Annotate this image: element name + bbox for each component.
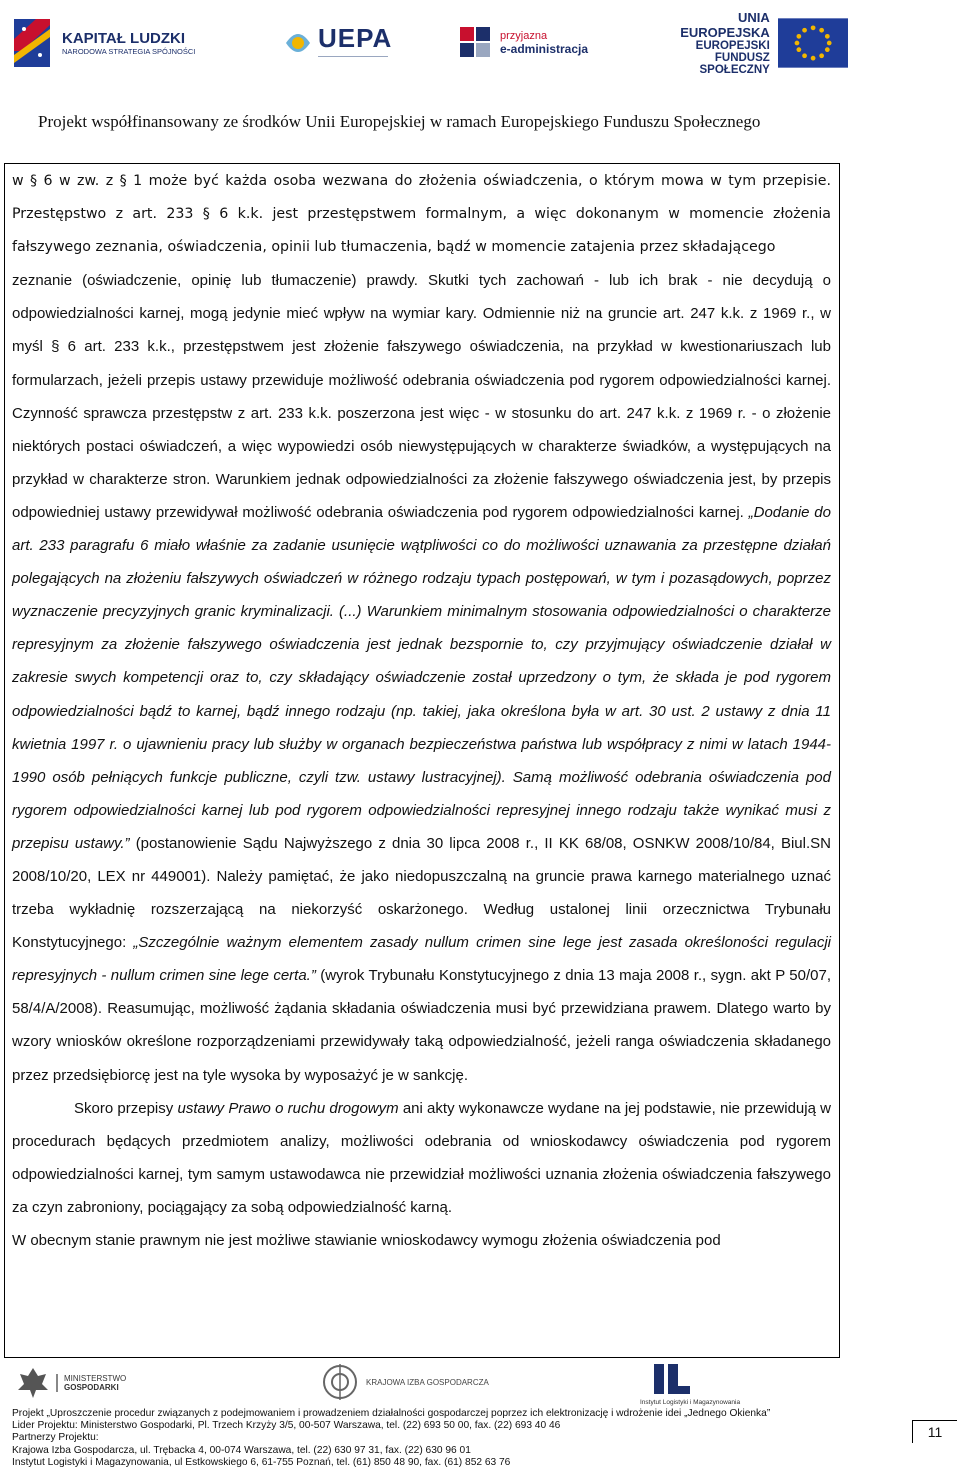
uepa-title: UEPA — [318, 23, 393, 53]
e-administracja-text: e-administracja — [500, 42, 589, 56]
footer-info — [12, 1408, 892, 1469]
tribunal-quote: „Szczególnie ważnym elementem zasady nullum crimen sine lege jest zasada określoności regulacji represyjnych - nullum crimen sine lege certa.” — [12, 934, 831, 985]
footer-leader-line: Lider Projektu: Ministerstwo Gospodarki, Pl. Trzech Krzyży 3/5, 00-507 Warszawa, tel. (22) 693 50 00, fax. (22) 693 40 46 — [12, 1420, 561, 1432]
supreme-court-quote: „Dodanie do art. 233 paragrafu 6 miało właśnie za zadanie usunięcie wątpliwości co do możliwości uznawania za przestępne działań polegających na złożeniu fałszywych oświadczeń w różnego rodzaju typach postępowań, w tym i pozasądowych, poprzez wyznaczenie precyzyjnych granic kryminalizacji. (...) Warunkiem minimalnym stosowania odpowiedzialności o charakterze represyjnym za złożenie fałszywego oświadczenia jest jednak bezspornie to, czy przyjmujący oświadczenie działał w zakresie swych kompetencji oraz to, czy składający oświadczenie został uprzedzony o tym, że składa je pod rygorem odpowiedzialności bądź to karnej, bądź innego rodzaju (np. takiej, jaka określona była w art. 30 ust. 2 ustawy z dnia 11 kwietnia 1997 r. o ujawnieniu pracy lub służby w organach bezpieczeństwa państwa lub współpracy z nimi w latach 1944-1990 osób pełniących funkcje publiczne, czyli tzw. ustawy lustracyjnej). Samą możliwość odebrania oświadczenia pod rygorem odpowiedzialności karnej lub pod rygorem odpowiedzialności represyjnej innego rodzaju także wynikać musi z przepisu ustawy.” — [12, 503, 831, 852]
paragraph-2-conclusion: (wyrok Trybunału Konstytucyjnego z dnia 13 maja 2008 r., sygn. akt P 50/07, 58/4/A/2008). Reasumując, możliwość żądania składania oświadczenia musi być przewidziana prawem. Dlatego warto by wzory wniosków określone rozporządzeniami przewidywały taką odpowiedzialność, jeżeli ranga oświadczenia składanego przez przedsiębiorcę jest na tyle wysoka by wyposażyć je w sankcję. — [12, 967, 831, 1084]
eu-flag-icon — [778, 17, 848, 69]
footer-kig-line: Krajowa Izba Gospodarcza, ul. Trębacka 4, 00-074 Warszawa, tel. (22) 630 97 31, fax. (22) 630 96 01 — [12, 1444, 471, 1456]
supreme-court-citation: (postanowienie Sądu Najwyższego z dnia 30 lipca 2008 r., II KK 68/08, OSNKW 2008/10/84, Biul.SN 2008/10/20, LEX nr 449001). Należy pamiętać, że jako niedopuszczalną na gruncie prawa karnego materialnego uznać trzeba wykładnię rozszerzającą na niekorzyść oskarżonego. Według ustalonej linii orzecznictwa Trybunału Konstytucyjnego: — [12, 834, 831, 952]
ilim-logo — [640, 1362, 740, 1406]
footer-ilim-line: Instytut Logistyki i Magazynowania, ul Estkowskiego 6, 61-755 Poznań, tel. (61) 850 48 90, fax. (61) 852 63 76 — [12, 1456, 511, 1468]
kapital-ludzki-emblem-icon — [10, 15, 56, 71]
paragraph-3-start: Skoro przepisy — [74, 1099, 178, 1117]
kapital-ludzki-subtitle: NARODOWA STRATEGIA SPÓJNOŚCI — [62, 47, 196, 56]
paragraph-2-text: zeznanie (oświadczenie, opinię lub tłumaczenie) prawdy. Skutki tych zachowań - lub ich brak - nie decydują o odpowiedzialności karnej, mogą jedynie mieć wpływ na wymiar kary. Odmiennie niż na gruncie art. 247 k.k. z 1969 r., w myśl § 6 art. 233 k.k., przestępstwem jest złożenie fałszywego oświadczenia, na przykład w kwestionariuszach lub formularzach, jeżeli przepis ustawy przewiduje możliwość odebrania oświadczenia pod rygorem odpowiedzialności karnej. Czynność sprawcza przestępstw z art. 233 k.k. poszerzona jest więc - w stosunku do art. 247 k.k. z 1969 r. - o złożenie niektórych postaci oświadczeń, a więc wypowiedzi osób niewystępujących w charakterze świadków, a występujących na przykład w charakterze stron. Warunkiem jednak odpowiedzialności za złożenie fałszywego oświadczenia jest, by przepis odpowiedniej ustawy przewidywał możliwość odebrania oświadczenia pod rygorem odpowiedzialności karnej. — [12, 272, 831, 521]
unia-europejska-title: UNIA EUROPEJSKA — [680, 10, 770, 40]
kapital-ludzki-logo — [10, 10, 210, 76]
ministerstwo-text: MINISTERSTWO — [64, 1374, 127, 1383]
page-number: 11 — [912, 1420, 957, 1443]
cofinance-statement: Projekt współfinansowany ze środków Unii Europejskiej w ramach Europejskiego Funduszu Społecznego — [38, 112, 761, 131]
footer-partners-label: Partnerzy Projektu: — [12, 1432, 99, 1444]
przyjazna-e-administracja-logo — [456, 10, 596, 76]
header-logos — [0, 0, 960, 92]
paragraph-2 — [12, 264, 831, 1091]
paragraph-1: w § 6 w zw. z § 1 może być każda osoba wezwana do złożenia oświadczenia, o którym mowa w tym przepisie. Przestępstwo z art. 233 § 6 k.k. jest przestępstwem formalnym, a więc dokonanym w momencie złożenia fałszywego zeznania, oświadczenia, opinii lub tłumaczenia, bądź w momencie zatajenia przez składającego — [12, 173, 831, 256]
uepa-emblem-icon — [282, 23, 314, 63]
gospodarki-text: GOSPODARKI — [64, 1383, 119, 1392]
statute-name: ustawy Prawo o ruchu drogowym — [177, 1099, 399, 1117]
footer-logos — [0, 1360, 960, 1408]
puzzle-icon — [456, 23, 496, 63]
fundusz-spoleczny-text: FUNDUSZ SPOŁECZNY — [699, 52, 770, 76]
kig-text: KRAJOWA IZBA GOSPODARCZA — [366, 1377, 489, 1387]
polish-eagle-icon — [16, 1364, 50, 1402]
europejski-text: EUROPEJSKI — [695, 40, 770, 52]
footer-project-line: Projekt „Uproszczenie procedur związanych z podejmowaniem i prowadzeniem działalności gospodarczej poprzez ich elektronizację i wdrożenie idei „Jednego Okienka” — [12, 1408, 771, 1419]
unia-europejska-logo — [648, 10, 848, 76]
przyjazna-text: przyjazna — [500, 30, 548, 42]
ilim-text: Instytut Logistyki i Magazynowania — [640, 1399, 741, 1406]
ministerstwo-gospodarki-logo — [16, 1364, 126, 1402]
paragraph-4: W obecnym stanie prawnym nie jest możliwe stawianie wnioskodawcy wymogu złożenia oświadczenia pod — [12, 1232, 721, 1249]
kig-emblem-icon — [318, 1362, 362, 1402]
uepa-logo — [282, 10, 402, 76]
kapital-ludzki-title: KAPITAŁ LUDZKI — [62, 30, 186, 47]
main-content — [12, 165, 831, 1257]
paragraph-3 — [12, 1092, 831, 1224]
kig-logo — [318, 1362, 489, 1402]
ilim-emblem-icon — [640, 1362, 710, 1396]
paragraph-3-end: ani akty wykonawcze wydane na jej podstawie, nie przewidują w procedurach będących przedmiotem analizy, możliwości odebrania od wnioskodawcy oświadczenia pod rygorem odpowiedzialności karnej, tym samym ustawodawca nie przewidział możliwości uznania złożenia oświadczenia fałszywego za czyn zabroniony, pociągający za sobą odpowiedzialność karną. — [12, 1099, 831, 1216]
